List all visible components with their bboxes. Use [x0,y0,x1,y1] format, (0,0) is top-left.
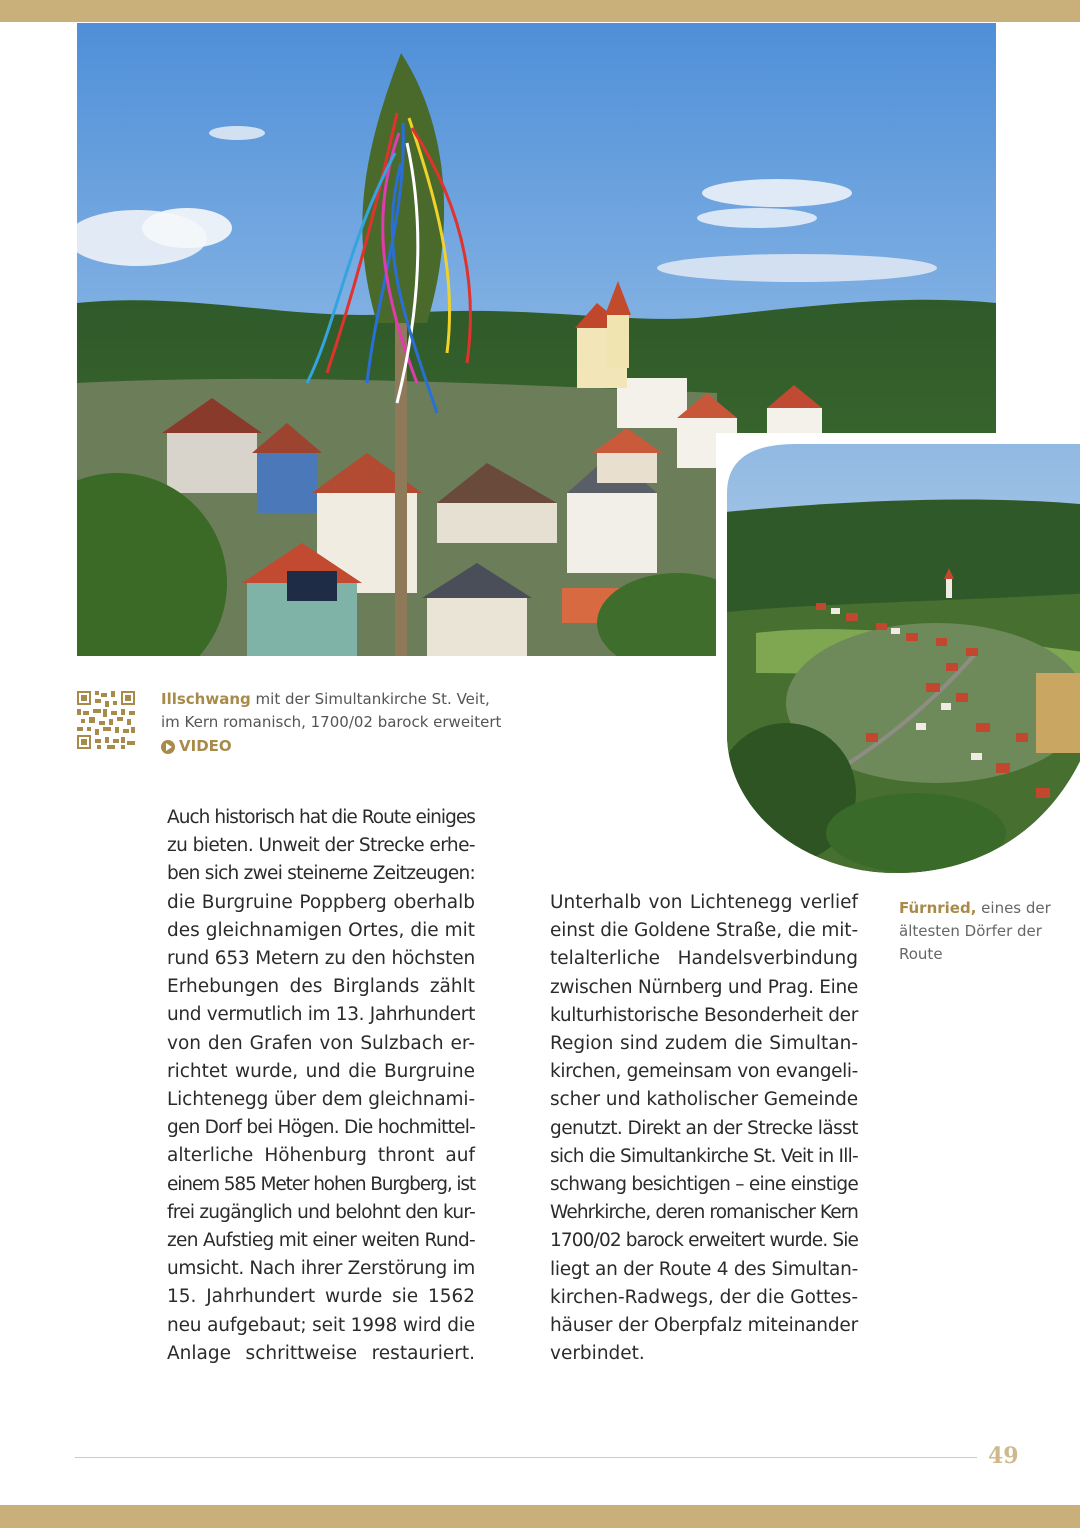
text-line: richtet wurde, und die Burgruine [167,1060,475,1082]
caption-place-name: Illschwang [161,690,251,708]
text-line: rund 653 Metern zu den höchsten [167,948,475,970]
text-line: des gleichnamigen Ortes, die mit [167,919,475,941]
side-caption-line-3: Route [899,945,943,963]
text-line: von den Grafen von Sulzbach er- [167,1032,475,1054]
text-line: häuser der Oberpfalz miteinander [550,1315,858,1337]
qr-code-icon[interactable] [77,691,135,749]
text-line: kulturhistorische Besonderheit der [550,1004,858,1026]
text-line: frei zugänglich und belohnt den kur- [167,1201,475,1223]
page-number: 49 [988,1443,1019,1469]
bottom-color-band [0,1505,1080,1528]
text-line: kirchen, gemeinsam von evangeli- [550,1061,858,1083]
video-label: VIDEO [179,737,232,755]
text-line: genutzt. Direkt an der Strecke lässt [550,1117,858,1139]
text-line: liegt an der Route 4 des Simultan- [550,1258,858,1280]
side-caption-line-2: ältesten Dörfer der [899,922,1042,940]
video-link[interactable] [161,735,232,758]
text-line: umsicht. Nach ihrer Zerstörung im [167,1258,475,1280]
body-text-right-column [550,889,858,1368]
side-caption-place-name: Fürnried, [899,899,977,917]
play-circle-icon [161,740,175,754]
footer-rule [75,1457,977,1458]
text-line: sich die Simultankirche St. Veit in Ill- [550,1145,858,1167]
text-line: die Burgruine Poppberg oberhalb [167,891,475,913]
text-line: einst die Goldene Straße, die mit- [550,920,858,942]
text-line: 1700/02 barock erweitert wurde. Sie [550,1230,858,1252]
text-line: ben sich zwei steinerne Zeitzeugen: [167,863,475,885]
text-line: Unterhalb von Lichtenegg verlief [550,892,858,913]
text-line: zwischen Nürnberg und Prag. Eine [550,976,858,998]
text-line: zu bieten. Unweit der Strecke erhe- [167,835,475,857]
text-line: Wehrkirche, deren romanischer Kern [550,1202,858,1224]
text-line: kirchen-Radwegs, der die Gottes- [550,1286,858,1308]
caption-line-2: im Kern romanisch, 1700/02 barock erweitert [161,713,502,731]
text-line: und vermutlich im 13. Jahrhundert [167,1004,475,1026]
top-color-band [0,0,1080,22]
text-line: einem 585 Meter hohen Burgberg, ist [167,1173,475,1195]
text-line: neu aufgebaut; seit 1998 wird die [167,1314,475,1336]
text-line: zen Aufstieg mit einer weiten Rund- [167,1230,475,1252]
side-caption-line-1 [899,897,1059,920]
text-line: Lichtenegg über dem gleichnami- [167,1089,475,1111]
caption-line-1-rest: mit der Simultankirche St. Veit, [250,690,490,708]
text-line: telalterliche Handelsverbindung [550,948,858,970]
body-text-left-column [167,804,475,1368]
text-line: Region sind zudem die Simultan- [550,1033,858,1055]
inset-photo-frame [716,433,1080,883]
text-line: Auch historisch hat die Route einiges [167,807,475,828]
text-line: Erhebungen des Birglands zählt [167,976,475,998]
main-photo-caption [161,688,521,761]
text-line: 15. Jahrhundert wurde sie 1562 [167,1286,475,1308]
text-line: schwang besichtigen – eine einstige [550,1174,858,1196]
text-line: alterliche Höhenburg thront auf [167,1145,475,1167]
text-line: gen Dorf bei Högen. Die hochmittel- [167,1117,476,1139]
side-caption-line-1-rest: eines der [976,899,1051,917]
inset-photo-fuernried-aerial [716,433,1080,883]
text-line: verbindet. [550,1343,645,1365]
text-line: scher und katholischer Gemeinde [550,1089,858,1111]
caption-line-1 [161,688,521,711]
text-line: Anlage schrittweise restauriert. [167,1342,475,1364]
inset-photo-caption [899,897,1059,966]
